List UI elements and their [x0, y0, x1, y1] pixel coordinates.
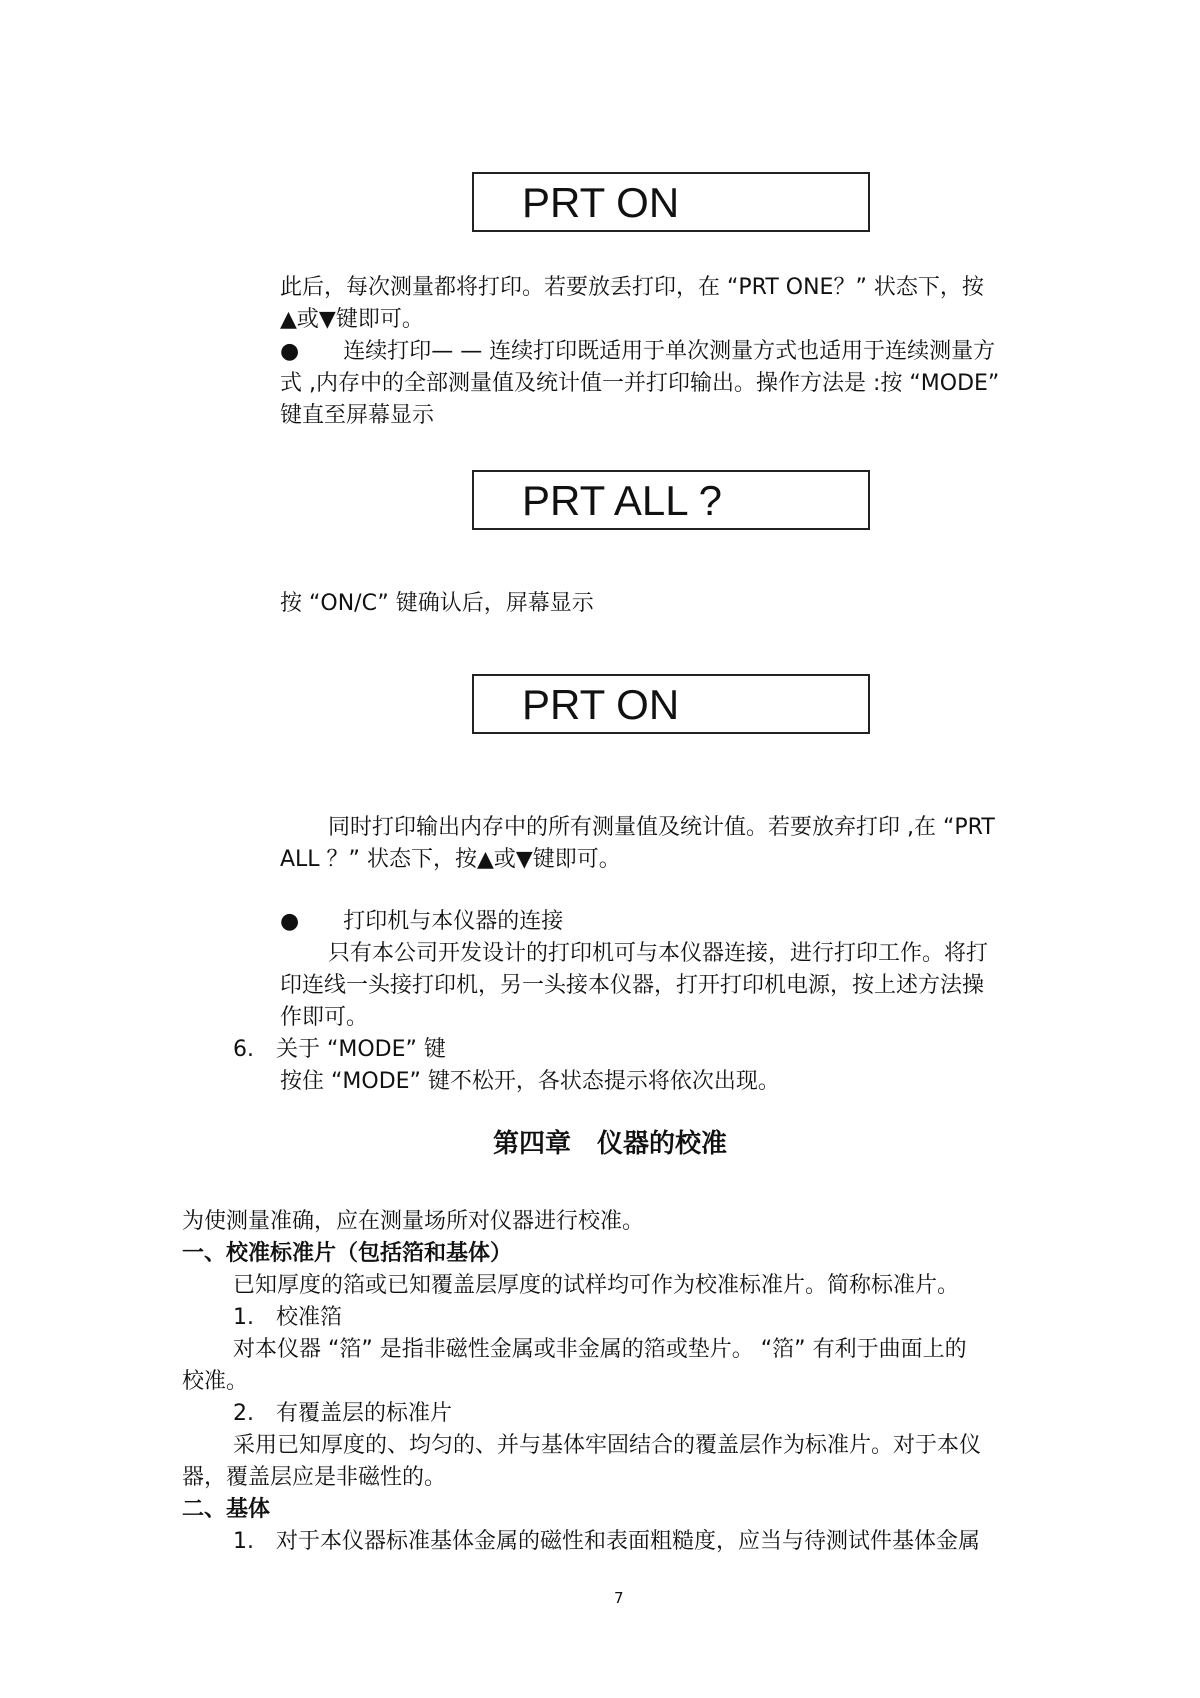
- paragraph-line: 印连线一头接打印机，另一头接本仪器，打开打印机电源，按上述方法操: [280, 973, 985, 998]
- paragraph-line: 作即可。: [280, 1005, 369, 1030]
- subsection-heading: 1. 校准箔: [233, 1305, 342, 1330]
- paragraph-line: 已知厚度的箔或已知覆盖层厚度的试样均可作为校准标准片。简称标准片。: [233, 1273, 960, 1298]
- lcd-display-prt-all: PRT ALL ?: [472, 470, 870, 530]
- chapter-title: 第四章 仪器的校准: [493, 1129, 728, 1159]
- paragraph-line: 同时打印输出内存中的所有测量值及统计值。若要放弃打印 ,在 “PRT: [328, 815, 995, 840]
- paragraph-line: 按住 “MODE” 键不松开，各状态提示将依次出现。: [280, 1069, 780, 1094]
- paragraph-line: ▲或▼键即可。: [280, 307, 424, 332]
- paragraph-line: 校准。: [182, 1369, 249, 1394]
- paragraph-line: 器，覆盖层应是非磁性的。: [182, 1465, 447, 1490]
- page-number: 7: [614, 1589, 624, 1607]
- paragraph-line: 对本仪器 “箔” 是指非磁性金属或非金属的箔或垫片。 “箔” 有利于曲面上的: [233, 1337, 967, 1362]
- lcd-display-prt-on: PRT ON: [472, 674, 870, 734]
- paragraph-line: 只有本公司开发设计的打印机可与本仪器连接，进行打印工作。将打: [328, 941, 989, 966]
- list-item-6: 6. 关于 “MODE” 键: [233, 1037, 446, 1062]
- subsection-heading: 2. 有覆盖层的标准片: [233, 1401, 452, 1426]
- paragraph-line: 键直至屏幕显示: [280, 403, 435, 428]
- bullet-continuous-print: ● 连续打印— — 连续打印既适用于单次测量方式也适用于连续测量方: [280, 339, 996, 364]
- section-heading: 一、校准标准片（包括箔和基体）: [182, 1241, 513, 1266]
- paragraph-line: 式 ,内存中的全部测量值及统计值一并打印输出。操作方法是 :按 “MODE”: [280, 371, 1000, 396]
- section-heading: 二、基体: [182, 1497, 271, 1522]
- paragraph-line: ALL ？” 状态下，按▲或▼键即可。: [280, 847, 621, 872]
- confirm-instruction: 按 “ON/C” 键确认后，屏幕显示: [280, 591, 594, 616]
- bullet-printer-connection: ● 打印机与本仪器的连接: [280, 909, 564, 934]
- paragraph-line: 采用已知厚度的、均匀的、并与基体牢固结合的覆盖层作为标准片。对于本仪: [233, 1433, 982, 1458]
- paragraph-line: 为使测量准确，应在测量场所对仪器进行校准。: [182, 1209, 645, 1234]
- paragraph-line: 1. 对于本仪器标准基体金属的磁性和表面粗糙度，应当与待测试件基体金属: [233, 1529, 980, 1554]
- lcd-display-prt-on: PRT ON: [472, 172, 870, 232]
- paragraph-line: 此后，每次测量都将打印。若要放丢打印，在 “PRT ONE？” 状态下，按: [280, 275, 984, 300]
